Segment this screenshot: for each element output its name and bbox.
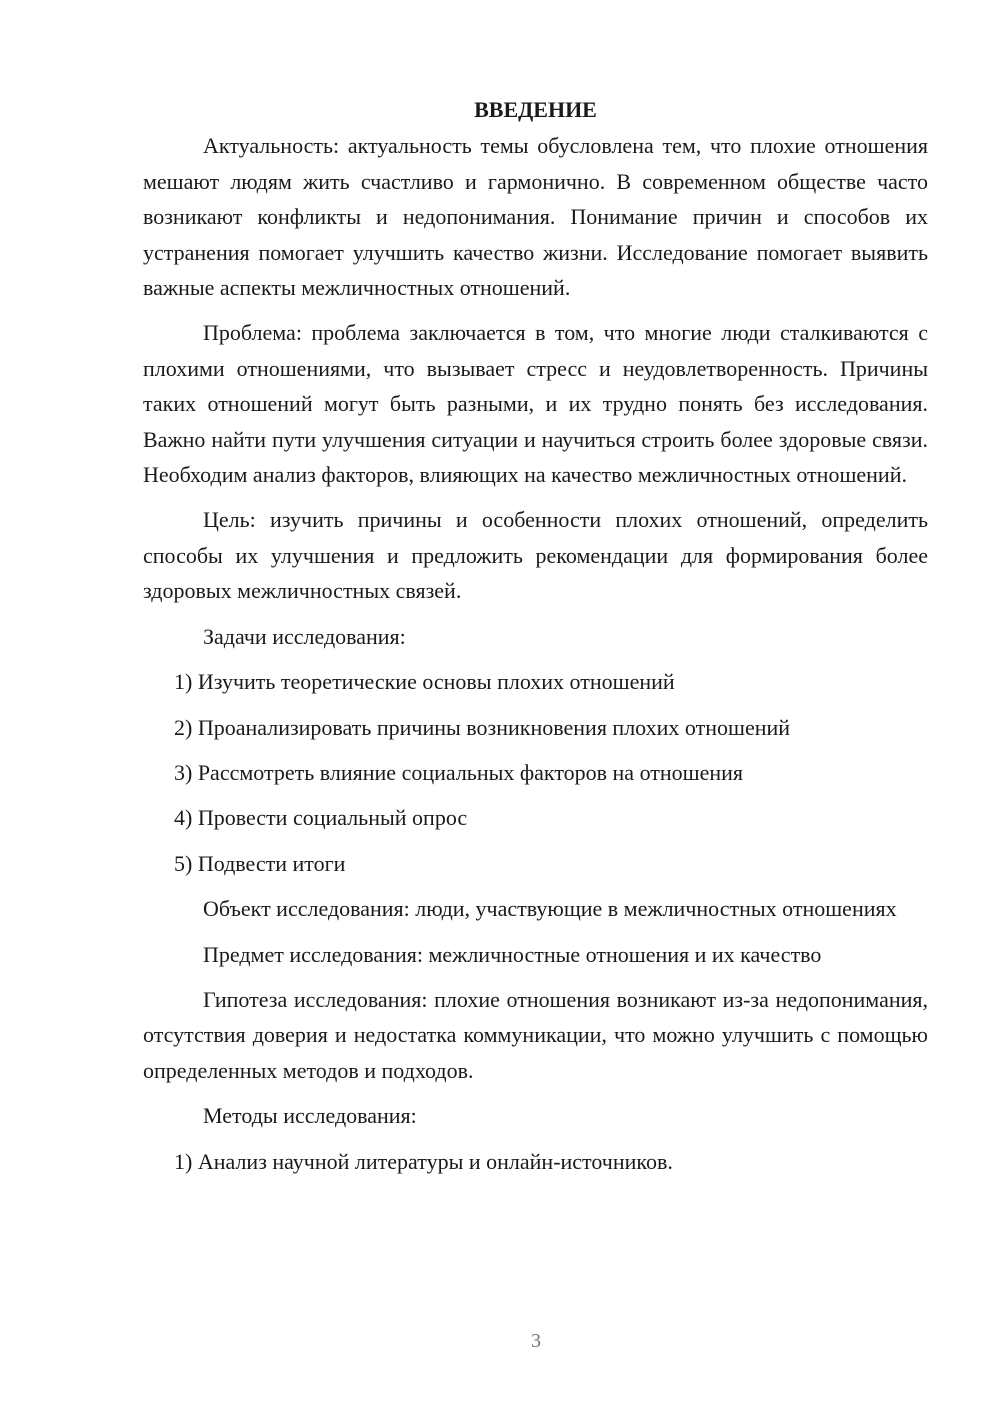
tasks-heading: Задачи исследования: [203, 623, 406, 649]
object-paragraph: Объект исследования: люди, участвующие в межличностных отношениях [203, 896, 897, 922]
method-item: 1) Анализ научной литературы и онлайн-источников. [174, 1148, 673, 1174]
goal-paragraph: Цель: изучить причины и особенности плохих отношений, определить способы их улучшения и предложить рекомендации для формирования более здоровых межличностных связей. [143, 507, 928, 604]
subject-paragraph: Предмет исследования: межличностные отношения и их качество [203, 941, 822, 967]
task-item: 4) Провести социальный опрос [174, 805, 468, 831]
task-item: 1) Изучить теоретические основы плохих отношений [174, 669, 675, 695]
task-item: 5) Подвести итоги [174, 850, 346, 876]
relevance-paragraph: Актуальность: актуальность темы обусловлена тем, что плохие отношения мешают людям жить счастливо и гармонично. В современном обществе часто возникают конфликты и недопонимания. Понимание причин и способов их устранения помогает улучшить качество жизни. Исследование помогает выявить важные аспекты межличностных отношений. [143, 133, 928, 301]
page-number: 3 [531, 1330, 541, 1352]
page-content [143, 92, 928, 1189]
problem-paragraph: Проблема: проблема заключается в том, что многие люди сталкиваются с плохими отношениями, что вызывает стресс и неудовлетворенность. Причины таких отношений могут быть разными, и их трудно понять без исследования. Важно найти пути улучшения ситуации и научиться строить более здоровые связи. Необходим анализ факторов, влияющих на качество межличностных отношений. [143, 320, 928, 488]
task-item: 3) Рассмотреть влияние социальных факторов на отношения [174, 759, 744, 785]
section-title: ВВЕДЕНИЕ [474, 97, 597, 122]
methods-heading: Методы исследования: [203, 1103, 417, 1129]
task-item: 2) Проанализировать причины возникновения плохих отношений [174, 714, 791, 740]
hypothesis-paragraph: Гипотеза исследования: плохие отношения возникают из-за недопонимания, отсутствия доверия и недостатка коммуникации, что можно улучшить с помощью определенных методов и подходов. [143, 986, 928, 1083]
